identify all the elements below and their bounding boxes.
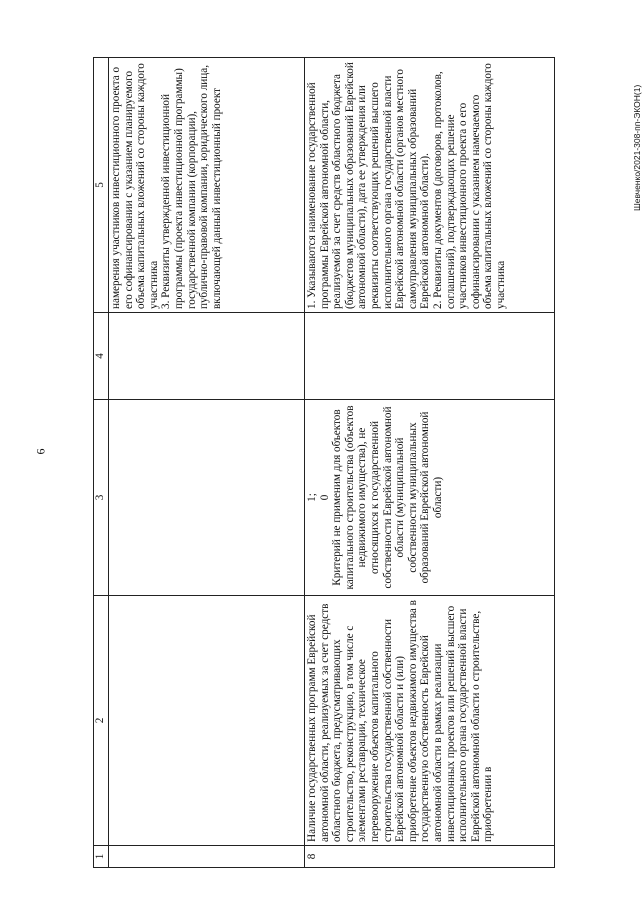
row-8-documents: 1. Указываются наименование государственной программы Еврейской автономной области, реализуемой за счет средств областного бюджета (бюджетов муниципальных образований Еврейской автономной области), дата ее утверждения или реквизиты соответствующих решений высшего исполнительного органа государственной власти Еврейской автономной области (органов местного самоуправления муниципальных образований Еврейской автономной области). 2. Реквизиты документов (договоров, протоколов, соглашений), подтверждающих решение участников инвестиционного проекта о его софинансировании с указанием намечаемого объема капитальных вложений со стороны каждого участника <box>305 58 555 313</box>
header-col-1: 1 <box>94 846 109 868</box>
header-col-4: 4 <box>94 313 109 400</box>
criteria-table <box>93 57 555 868</box>
rotated-table-wrapper <box>93 58 555 868</box>
row-8-note: Критерий не применим для объектов капитального строительства (объектов недвижимого имущества), не относящихся к государственной собственности Еврейской автономной области (муниципальной собственности муниципальных образований Еврейской автономной области) <box>331 405 444 590</box>
row-8-number: 8 <box>305 846 555 868</box>
row-8-scores: 1; 0 <box>306 493 331 502</box>
table-row-8 <box>305 58 555 868</box>
header-col-2: 2 <box>94 596 109 846</box>
table-row-continued <box>109 58 305 868</box>
table-header-row <box>94 58 109 868</box>
row-8-criterion: Наличие государственных программ Еврейской автономной области, реализуемых за счет средств областного бюджета, предусматривающих строительство, реконструкцию, в том числе с элементами реставрации, техническое перевооружение объектов капитального строительства государственной собственности Еврейской автономной области и (или) приобретение объектов недвижимого имущества в государственную собственность Еврейской автономной области в рамках реализации инвестиционных проектов или решений высшего исполнительного органа государственной власти Еврейской автономной области о строительстве, приобретении в <box>305 596 555 846</box>
cont-col-5: намерения участников инвестиционного проекта о его софинансировании с указанием планируемого объема капитальных вложений со стороны каждого участника 3. Реквизиты утвержденной инвестиционной программы (проекта инвестиционной программы) государственной компании (корпорации), публично-правовой компании, юридического лица, включающей данный инвестиционный проект <box>109 58 305 313</box>
header-col-3: 3 <box>94 400 109 596</box>
document-footer: Шевченко/2021-308-пп-ЭКОН(1) <box>632 84 642 211</box>
cont-col-2 <box>109 596 305 846</box>
page-number: 6 <box>33 448 48 455</box>
cont-col-1 <box>109 846 305 868</box>
cont-col-3 <box>109 400 305 596</box>
row-8-col-4 <box>305 313 555 400</box>
header-col-5: 5 <box>94 58 109 313</box>
cont-col-4 <box>109 313 305 400</box>
row-8-scores-cell <box>305 400 555 596</box>
